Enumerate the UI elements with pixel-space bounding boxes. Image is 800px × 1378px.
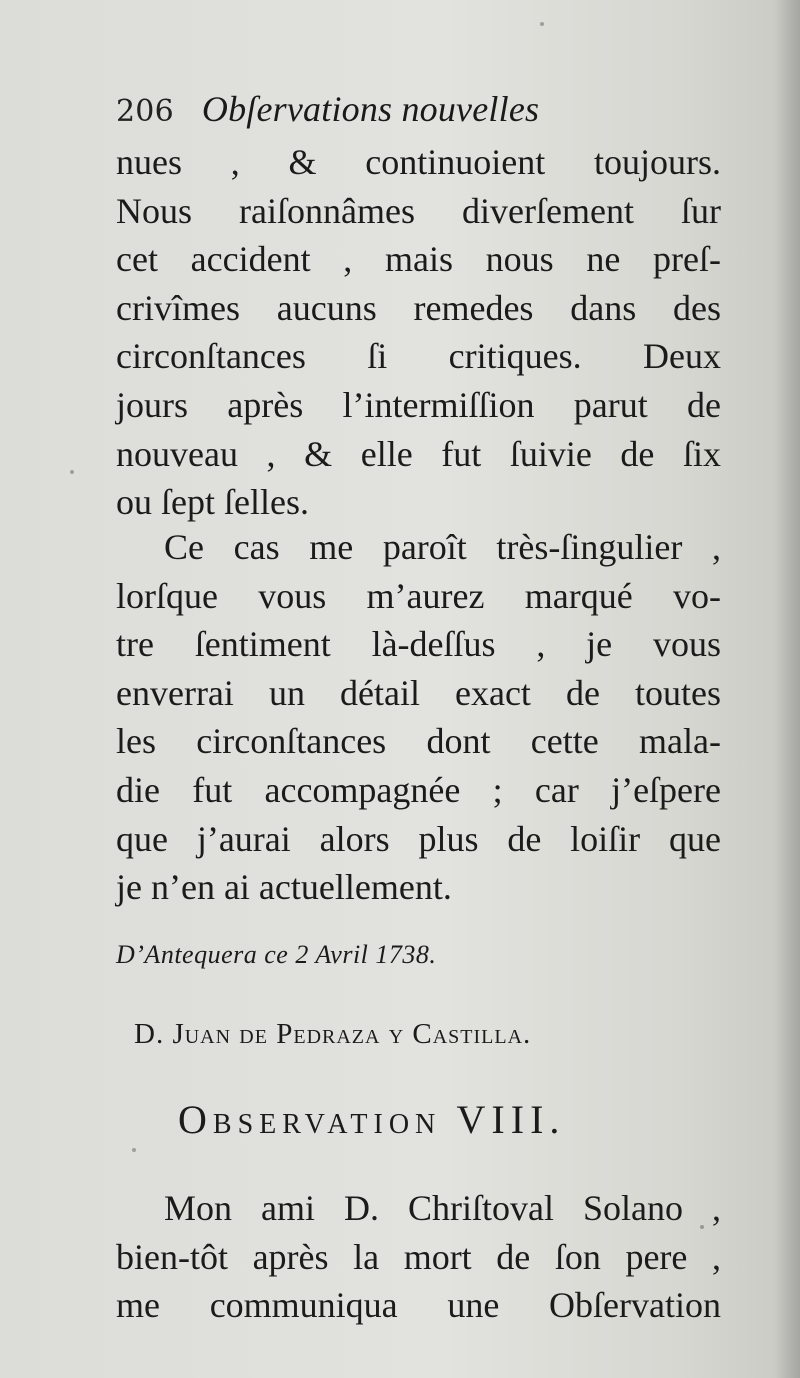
paper-speck — [70, 470, 74, 474]
text-line: circonſtances ſi critiques. Deux — [116, 336, 721, 377]
paragraph-3 — [116, 1184, 721, 1330]
text-line: je n’en ai actuellement. — [116, 867, 452, 908]
page-header — [116, 88, 736, 132]
paragraph-2 — [116, 523, 721, 912]
paper-speck — [132, 1148, 136, 1152]
page-edge-shadow — [774, 0, 800, 1378]
text-line: die fut accompagnée ; car j’eſpere — [116, 769, 721, 810]
paragraph-1 — [116, 138, 721, 527]
text-line: les circonſtances dont cette mala- — [116, 721, 721, 762]
paper-speck — [700, 1225, 704, 1229]
text-line: nues , & continuoient toujours. — [116, 142, 721, 182]
text-line: bien-tôt après la mort de ſon pere , — [116, 1236, 721, 1277]
page-number: 206 — [116, 94, 174, 129]
running-title: Obſervations nouvelles — [201, 89, 540, 129]
text-line: jours après l’intermiſſion parut de — [116, 384, 721, 425]
text-line: ou ſept ſelles. — [116, 482, 309, 523]
text-line: Nous raiſonnâmes diverſement ſur — [116, 190, 721, 231]
dateline: D’Antequera ce 2 Avril 1738. — [116, 940, 437, 969]
text-line: cet accident , mais nous ne preſ- — [116, 239, 721, 280]
text-line: tre ſentiment là-deſſus , je vous — [116, 624, 721, 665]
text-line: Mon ami D. Chriſtoval Solano , — [164, 1188, 721, 1228]
text-line: nouveau , & elle fut ſuivie de ſix — [116, 433, 721, 474]
text-line: lorſque vous m’aurez marqué vo- — [116, 575, 721, 616]
text-line: enverrai un détail exact de toutes — [116, 672, 721, 713]
observation-heading: Observation VIII. — [178, 1097, 566, 1142]
signature: D. Juan de Pedraza y Castilla. — [134, 1018, 532, 1050]
text-line: Ce cas me paroît très-ſingulier , — [164, 527, 721, 567]
text-line: me communiqua une Obſervation — [116, 1285, 721, 1326]
text-line: que j’aurai alors plus de loiſir que — [116, 818, 721, 859]
text-line: crivîmes aucuns remedes dans des — [116, 287, 721, 328]
paper-speck — [540, 22, 544, 26]
